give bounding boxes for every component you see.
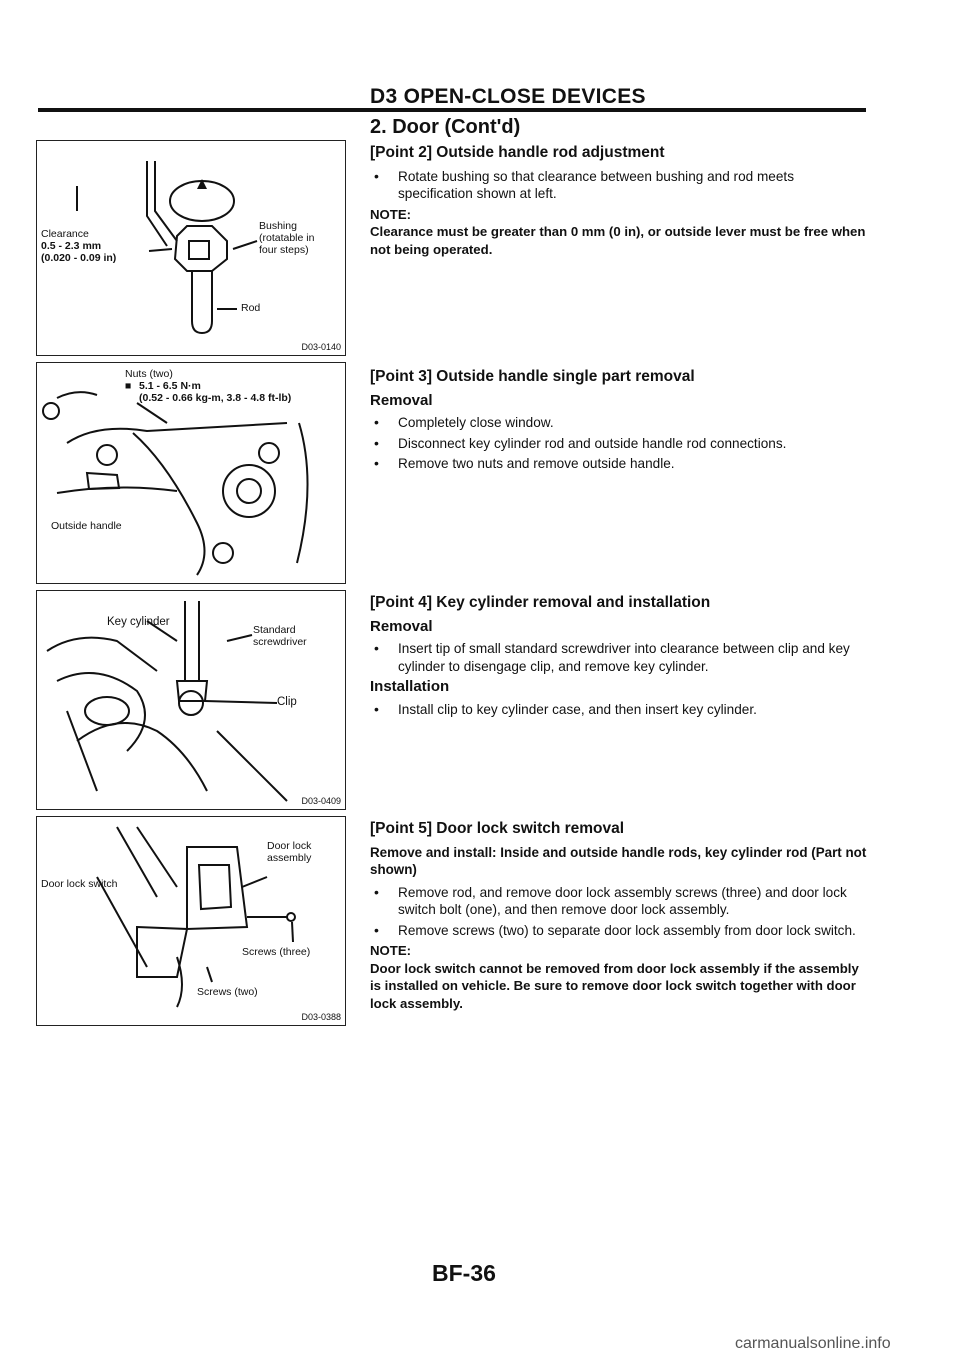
point4-installation-bullets [370,701,872,719]
point2-bullets [370,168,872,203]
point4-installation-heading: Installation [370,678,450,695]
screwdriver-label: screwdriver [253,636,307,648]
point5-bullets [370,884,872,940]
clip-label: Clip [277,696,297,708]
point4-removal-bullets [370,640,872,675]
assembly-label: assembly [267,852,312,864]
figure-code: D03-0409 [301,796,341,806]
point3-removal-heading: Removal [370,391,433,409]
point5-note-label: NOTE: [370,943,412,958]
point5-note: Door lock switch cannot be removed from door lock assembly if the assembly is installed on vehicle. Be sure to remove door lock switch together with door lock assembly. [370,960,859,1011]
watermark: carmanualsonline.info [735,1335,891,1352]
list-item: • Remove rod, and remove door lock assembly screws (three) and door lock switch bolt (one), and then remove door lock assembly. [370,884,872,919]
figure-door-lock [36,816,346,1026]
list-item: • Remove screws (two) to separate door lock assembly from door lock switch. [370,922,872,940]
list-item: • Disconnect key cylinder rod and outside handle rod connections. [370,435,872,453]
outside-handle-label: Outside handle [51,520,122,532]
point4-section [370,594,872,721]
door-lock-label: Door lock [267,840,312,852]
list-item: • Insert tip of small standard screwdriver into clearance between clip and key cylinder to disengage clip, and remove key cylinder. [370,640,872,675]
screws-two-label: Screws (two) [197,986,258,998]
section-subtitle: 2. Door (Cont'd) [370,116,521,138]
key-cylinder-label: Key cylinder [107,616,170,628]
point5-title: [Point 5] Door lock switch removal [370,820,625,837]
point5-section [370,820,872,1012]
page-number: BF-36 [432,1260,496,1286]
point3-bullets [370,414,872,473]
nuts-label: Nuts (two) [125,368,173,380]
point4-title: [Point 4] Key cylinder removal and installation [370,594,711,611]
point2-note-label: NOTE: [370,206,412,222]
rod-label: Rod [241,302,261,314]
list-item: • Rotate bushing so that clearance between bushing and rod meets specification shown at left. [370,168,872,203]
clearance-in-label: (0.020 - 0.09 in) [41,252,117,264]
point2-section [370,144,872,258]
point2-title: [Point 2] Outside handle rod adjustment [370,144,665,161]
figure-code: D03-0140 [301,342,341,352]
figure-code: D03-0388 [301,1012,341,1022]
list-item: • Completely close window. [370,414,872,432]
section-title: D3 OPEN-CLOSE DEVICES [370,85,646,108]
clearance-mm-label: 0.5 - 2.3 mm [41,240,102,252]
figure-key-cylinder [36,590,346,810]
point2-note: Clearance must be greater than 0 mm (0 in), or outside lever must be free when not being operated. [370,224,866,257]
bushing-label: Bushing [259,220,297,232]
list-item: • Install clip to key cylinder case, and then insert key cylinder. [370,701,872,719]
point3-section [370,368,872,476]
torque-nm-label: 5.1 - 6.5 N·m [139,380,201,392]
point4-removal-heading: Removal [370,617,433,635]
door-lock-switch-label: Door lock switch [41,878,118,890]
figure-outside-handle [36,362,346,584]
list-item: • Remove two nuts and remove outside handle. [370,455,872,473]
bushing-note-2: four steps) [259,244,309,256]
header-rule [38,108,866,112]
standard-label: Standard [253,624,296,636]
bushing-note-1: (rotatable in [259,232,315,244]
screws-three-label: Screws (three) [242,946,311,958]
torque-icon: ■ [125,380,132,392]
figure-bushing-rod [36,140,346,356]
key-cylinder-illustration [37,591,345,809]
point5-subtitle: Remove and install: Inside and outside handle rods, key cylinder rod (Part not shown) [370,844,867,877]
point3-title: [Point 3] Outside handle single part removal [370,368,695,385]
clearance-label: Clearance [41,228,89,240]
torque-kgm-label: (0.52 - 0.66 kg-m, 3.8 - 4.8 ft-lb) [139,392,292,404]
